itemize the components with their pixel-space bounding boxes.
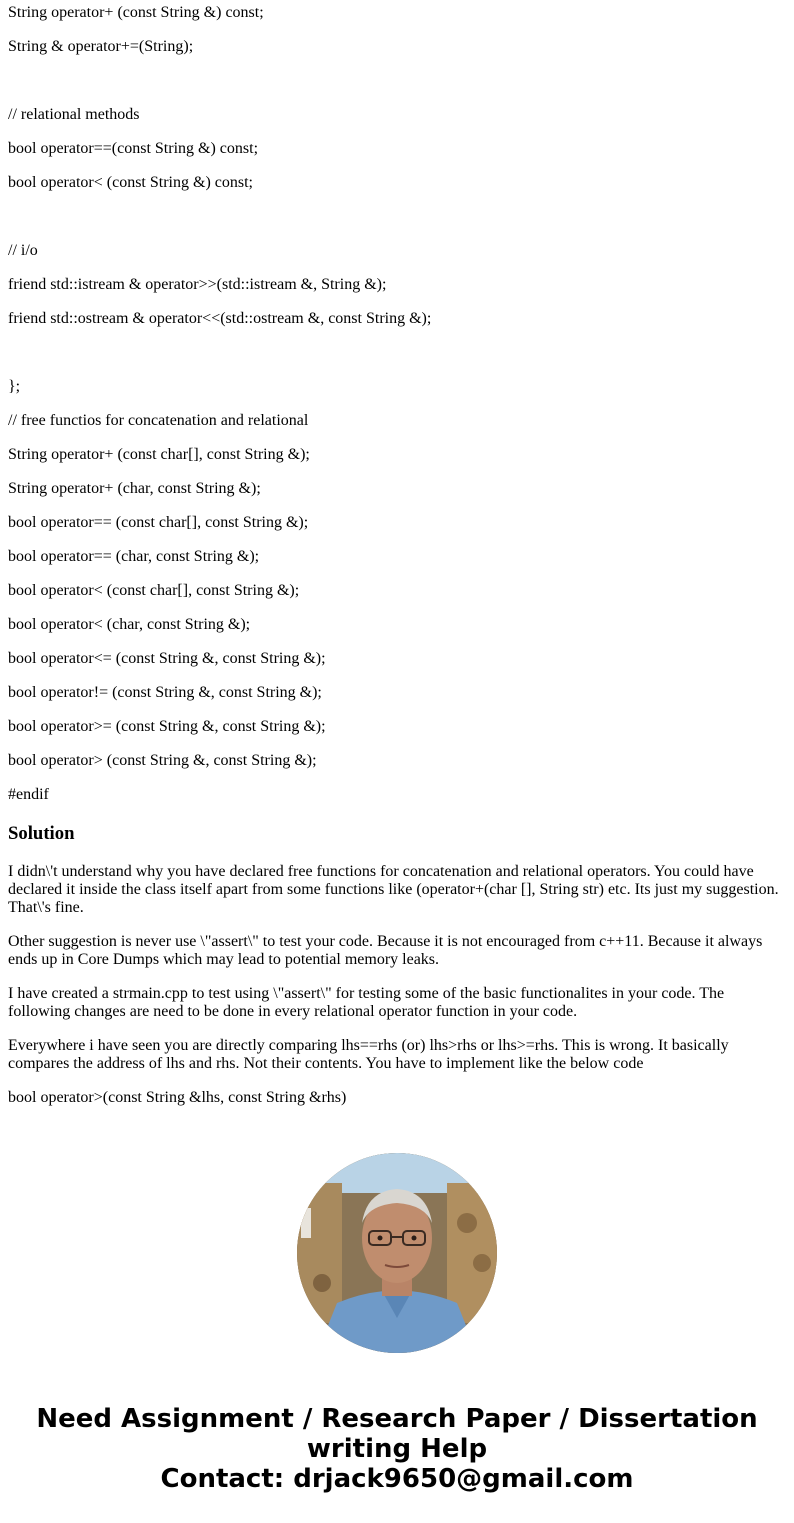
- code-line: friend std::istream & operator>>(std::istream &, String &);: [8, 276, 387, 293]
- solution-paragraph: I have created a strmain.cpp to test using \"assert\" for testing some of the basic functionalites in your code. The following changes are need to be done in every relational operator function in your code.: [8, 985, 725, 1020]
- banner-line: Need Assignment / Research Paper / Dissertation: [36, 1404, 758, 1434]
- code-snippet: bool operator>(const String &lhs, const String &rhs): [8, 1089, 347, 1106]
- code-line: #endif: [8, 786, 49, 803]
- solution-paragraph: Other suggestion is never use \"assert\" to test your code. Because it is not encouraged from c++11. Because it always ends up in Core Dumps which may lead to potential memory leaks.: [8, 933, 763, 968]
- code-line: bool operator<= (const String &, const String &);: [8, 650, 326, 667]
- solution-heading: Solution: [8, 823, 75, 844]
- code-line: bool operator!= (const String &, const String &);: [8, 684, 322, 701]
- contact-banner: [0, 1404, 794, 1494]
- banner-contact: Contact: drjack9650@gmail.com: [160, 1464, 634, 1494]
- code-line: String operator+ (const String &) const;: [8, 4, 264, 21]
- code-line: String operator+ (const char[], const String &);: [8, 446, 310, 463]
- code-line: bool operator== (const char[], const String &);: [8, 514, 309, 531]
- author-portrait-image: [297, 1153, 497, 1353]
- code-line: String operator+ (char, const String &);: [8, 480, 261, 497]
- code-line: bool operator==(const String &) const;: [8, 140, 259, 157]
- code-line: friend std::ostream & operator<<(std::ostream &, const String &);: [8, 310, 432, 327]
- code-line: bool operator< (const String &) const;: [8, 174, 253, 191]
- code-line: bool operator< (const char[], const String &);: [8, 582, 300, 599]
- code-line: // relational methods: [8, 106, 140, 123]
- solution-paragraph: I didn\'t understand why you have declared free functions for concatenation and relational operators. You could have declared it inside the class itself apart from some functions like (operator+(char [], String str) etc. Its just my suggestion. That\'s fine.: [8, 863, 779, 916]
- code-line: String & operator+=(String);: [8, 38, 194, 55]
- author-avatar: [297, 1153, 497, 1353]
- code-line: bool operator< (char, const String &);: [8, 616, 251, 633]
- code-line: bool operator> (const String &, const String &);: [8, 752, 317, 769]
- code-line: // i/o: [8, 242, 38, 259]
- code-line: // free functios for concatenation and relational: [8, 412, 309, 429]
- solution-paragraph: Everywhere i have seen you are directly comparing lhs==rhs (or) lhs>rhs or lhs>=rhs. This is wrong. It basically compares the address of lhs and rhs. Not their contents. You have to implement like the below code: [8, 1037, 729, 1072]
- code-line: bool operator>= (const String &, const String &);: [8, 718, 326, 735]
- code-line: };: [8, 378, 21, 395]
- code-line: bool operator== (char, const String &);: [8, 548, 260, 565]
- banner-line: writing Help: [306, 1434, 488, 1464]
